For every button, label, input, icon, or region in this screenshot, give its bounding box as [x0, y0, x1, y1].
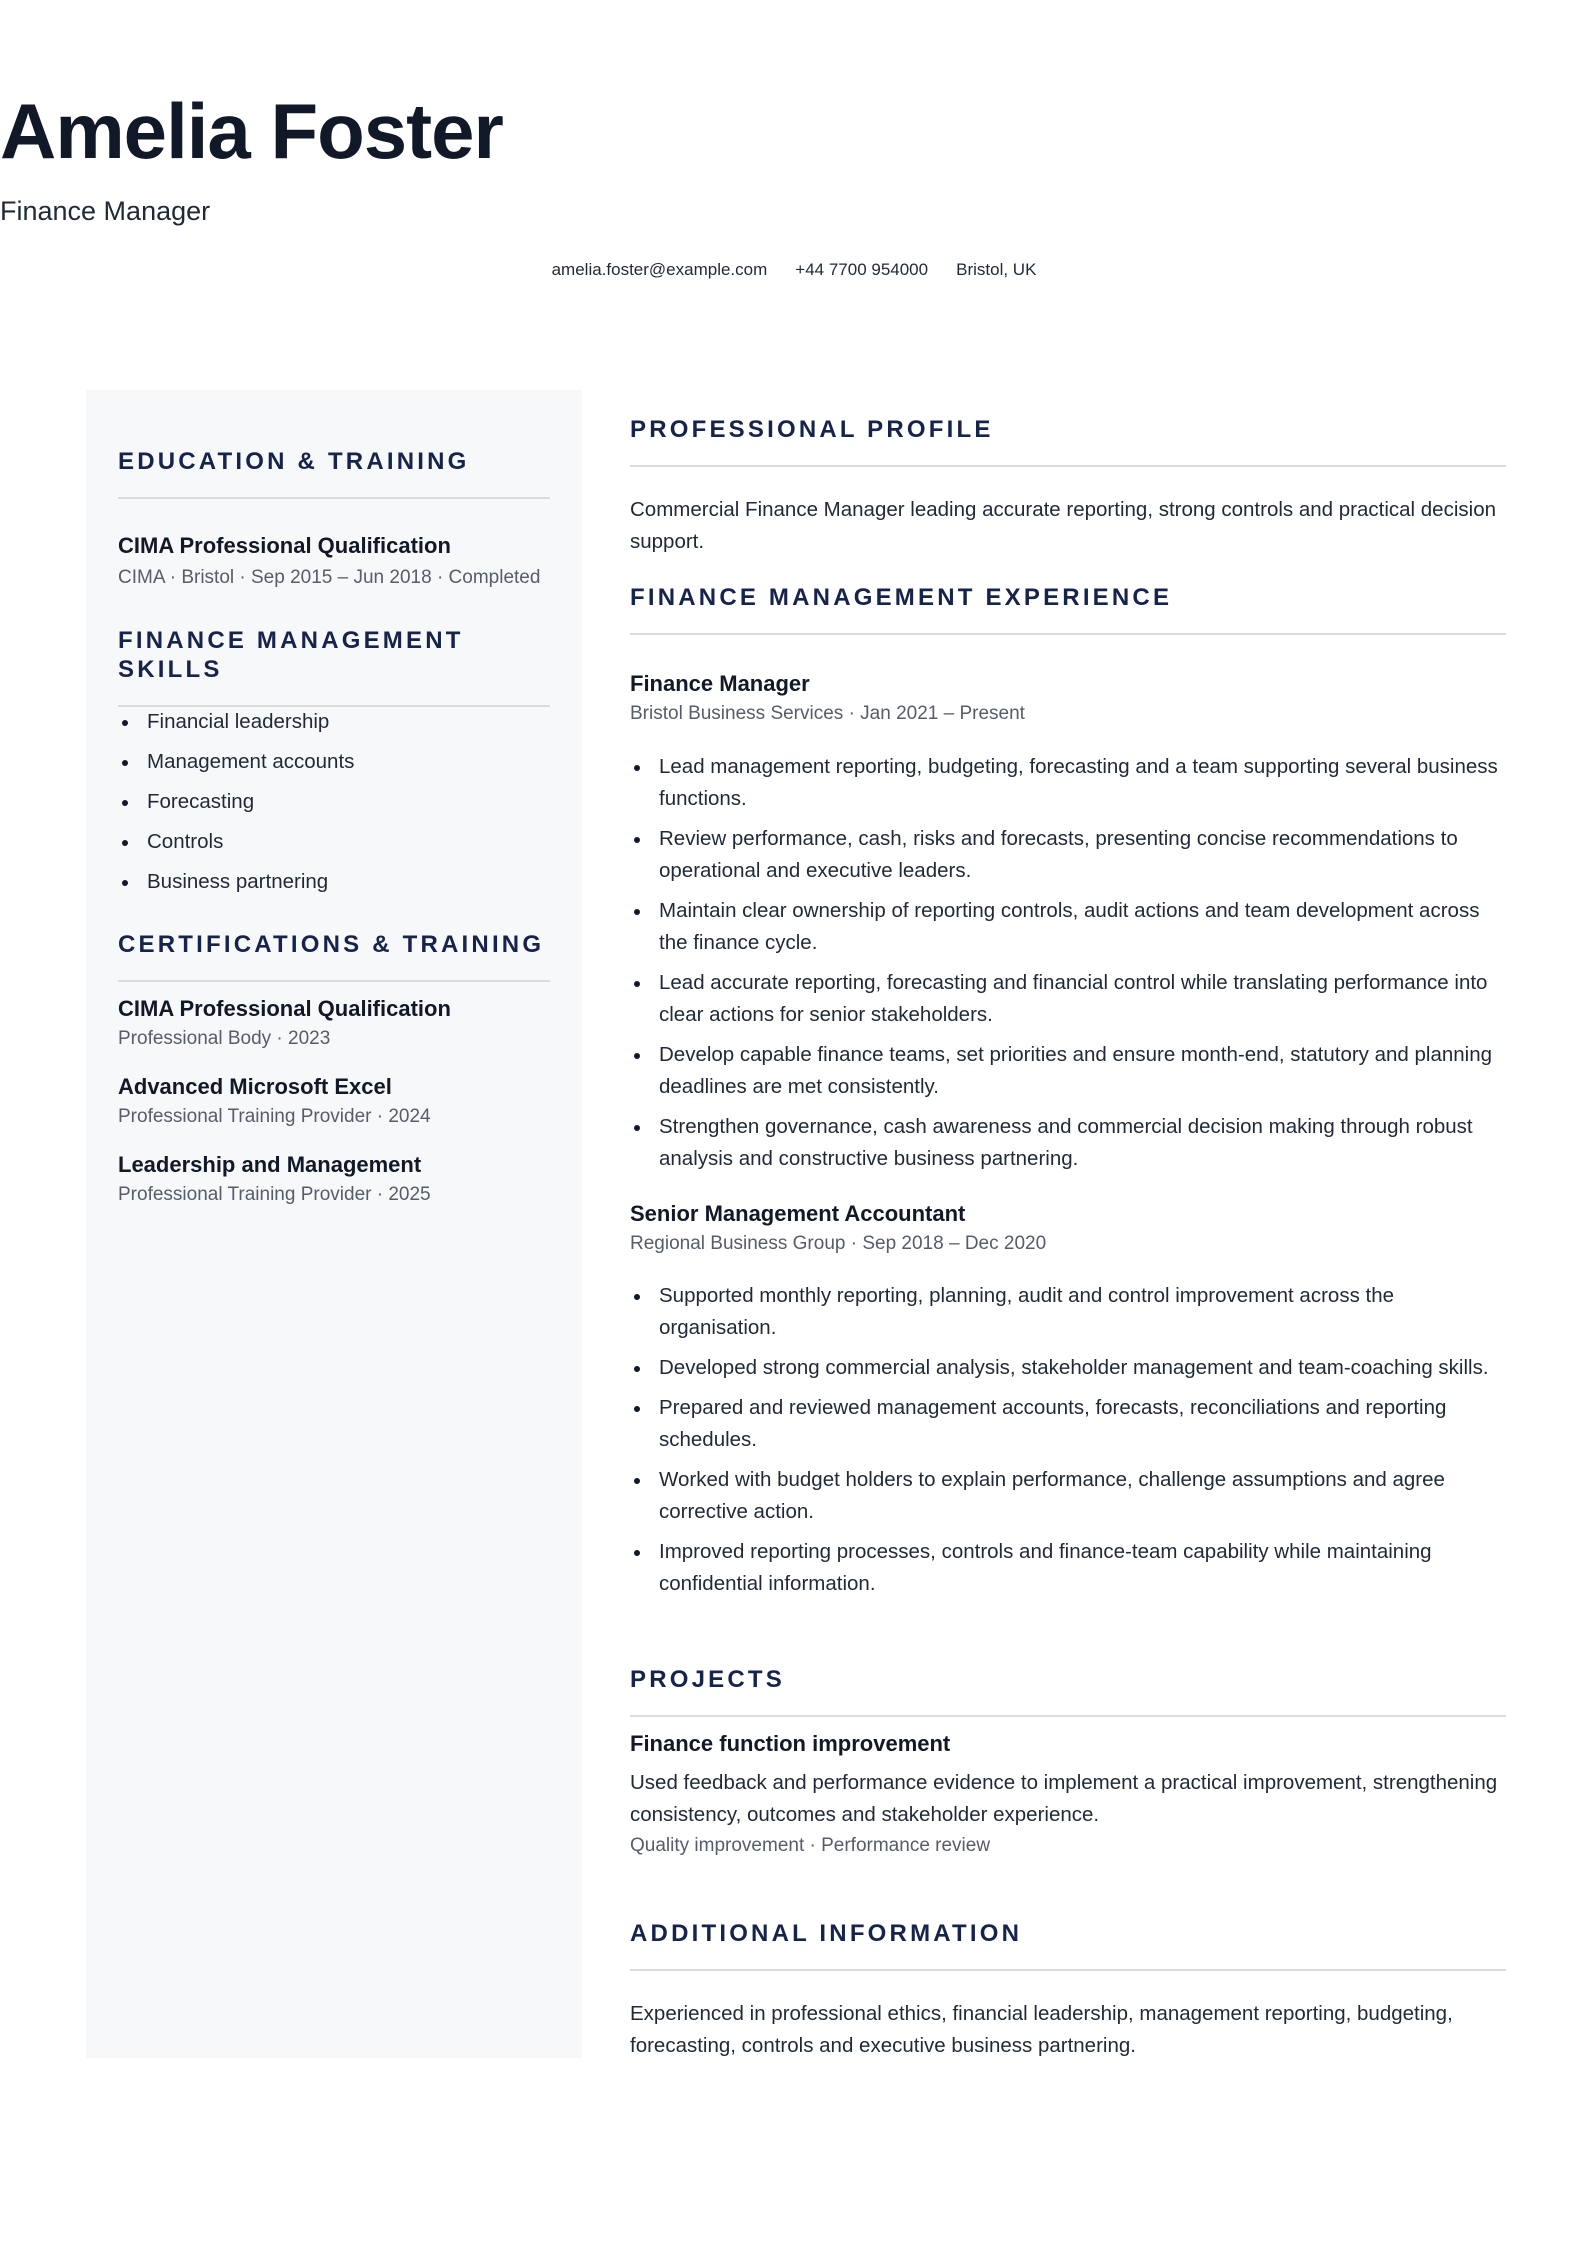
profile-heading: PROFESSIONAL PROFILE	[630, 416, 994, 443]
section-divider	[118, 980, 550, 982]
projects-heading: PROJECTS	[630, 1666, 785, 1693]
skill-item: Business partnering	[147, 866, 550, 898]
job-bullets	[630, 751, 1506, 1183]
job-bullets	[630, 1280, 1506, 1608]
project-title: Finance function improvement	[630, 1731, 951, 1756]
job-bullet: Supported monthly reporting, planning, audit and control improvement across the organisation.	[659, 1280, 1506, 1344]
job-meta: Bristol Business Services · Jan 2021 – Present	[630, 702, 1025, 724]
education-heading: EDUCATION & TRAINING	[118, 448, 470, 475]
job-bullet: Lead accurate reporting, forecasting and financial control while translating performance into clear actions for senior stakeholders.	[659, 967, 1506, 1031]
certification-title: Leadership and Management	[118, 1152, 422, 1177]
skill-item: Financial leadership	[147, 706, 550, 738]
additional-section	[630, 1920, 1506, 1971]
projects-section	[630, 1666, 1506, 1717]
education-item-title: CIMA Professional Qualification	[118, 533, 451, 558]
certification-meta: Professional Training Provider · 2024	[118, 1105, 431, 1127]
education-item	[118, 532, 550, 591]
certifications-section	[118, 931, 550, 982]
section-divider	[630, 633, 1506, 635]
section-divider	[630, 1969, 1506, 1971]
certification-meta: Professional Training Provider · 2025	[118, 1183, 431, 1205]
project-tags: Quality improvement · Performance review	[630, 1834, 991, 1856]
section-divider	[630, 465, 1506, 467]
job-meta: Regional Business Group · Sep 2018 – Dec 2020	[630, 1232, 1047, 1254]
additional-heading: ADDITIONAL INFORMATION	[630, 1920, 1023, 1947]
skills-section	[118, 627, 550, 707]
certification-item	[118, 1151, 550, 1208]
contact-location: Bristol, UK	[956, 260, 1037, 279]
job-entry	[630, 1200, 1506, 1257]
certification-item	[118, 1073, 550, 1130]
profile-text: Commercial Finance Manager leading accurate reporting, strong controls and practical decision support.	[630, 498, 1496, 553]
section-divider	[630, 1715, 1506, 1717]
project-entry	[630, 1730, 1506, 1859]
project-text: Used feedback and performance evidence to implement a practical improvement, strengthening consistency, outcomes and stakeholder experience.	[630, 1770, 1498, 1826]
experience-section	[630, 584, 1506, 635]
skills-heading: FINANCE MANAGEMENT SKILLS	[118, 627, 464, 683]
job-title: Finance Manager	[630, 671, 810, 696]
skill-item: Controls	[147, 826, 550, 858]
job-bullet: Improved reporting processes, controls and finance-team capability while maintaining confidential information.	[659, 1536, 1506, 1600]
candidate-title: Finance Manager	[0, 196, 211, 226]
skill-item: Forecasting	[147, 786, 550, 818]
certification-title: Advanced Microsoft Excel	[118, 1074, 392, 1099]
certification-title: CIMA Professional Qualification	[118, 996, 451, 1021]
contact-line	[0, 260, 1588, 280]
job-title: Senior Management Accountant	[630, 1201, 966, 1226]
candidate-name: Amelia Foster	[0, 87, 503, 175]
certification-item	[118, 995, 550, 1052]
job-bullet: Develop capable finance teams, set priorities and ensure month-end, statutory and planning deadlines are met consistently.	[659, 1039, 1506, 1103]
certification-meta: Professional Body · 2023	[118, 1027, 331, 1049]
section-divider	[118, 497, 550, 499]
contact-phone: +44 7700 954000	[795, 260, 929, 279]
job-bullet: Review performance, cash, risks and forecasts, presenting concise recommendations to operational and executive leaders.	[659, 823, 1506, 887]
profile-section	[630, 416, 1506, 467]
job-bullet: Prepared and reviewed management accounts, forecasts, reconciliations and reporting schedules.	[659, 1392, 1506, 1456]
job-bullet: Lead management reporting, budgeting, forecasting and a team supporting several business functions.	[659, 751, 1506, 815]
skills-list	[118, 706, 550, 906]
additional-text: Experienced in professional ethics, financial leadership, management reporting, budgeting, forecasting, controls and executive business partnering.	[630, 2002, 1453, 2057]
job-bullet: Worked with budget holders to explain performance, challenge assumptions and agree corrective action.	[659, 1464, 1506, 1528]
contact-email: amelia.foster@example.com	[551, 260, 768, 279]
education-section	[118, 448, 550, 499]
job-bullet: Developed strong commercial analysis, stakeholder management and team-coaching skills.	[659, 1352, 1506, 1384]
job-bullet: Strengthen governance, cash awareness and commercial decision making through robust analysis and constructive business partnering.	[659, 1111, 1506, 1175]
education-item-meta: CIMA · Bristol · Sep 2015 – Jun 2018 · Completed	[118, 566, 541, 588]
job-entry	[630, 670, 1506, 727]
certifications-heading: CERTIFICATIONS & TRAINING	[118, 931, 545, 958]
skill-item: Management accounts	[147, 746, 550, 778]
job-bullet: Maintain clear ownership of reporting controls, audit actions and team development across the finance cycle.	[659, 895, 1506, 959]
experience-heading: FINANCE MANAGEMENT EXPERIENCE	[630, 584, 1173, 611]
